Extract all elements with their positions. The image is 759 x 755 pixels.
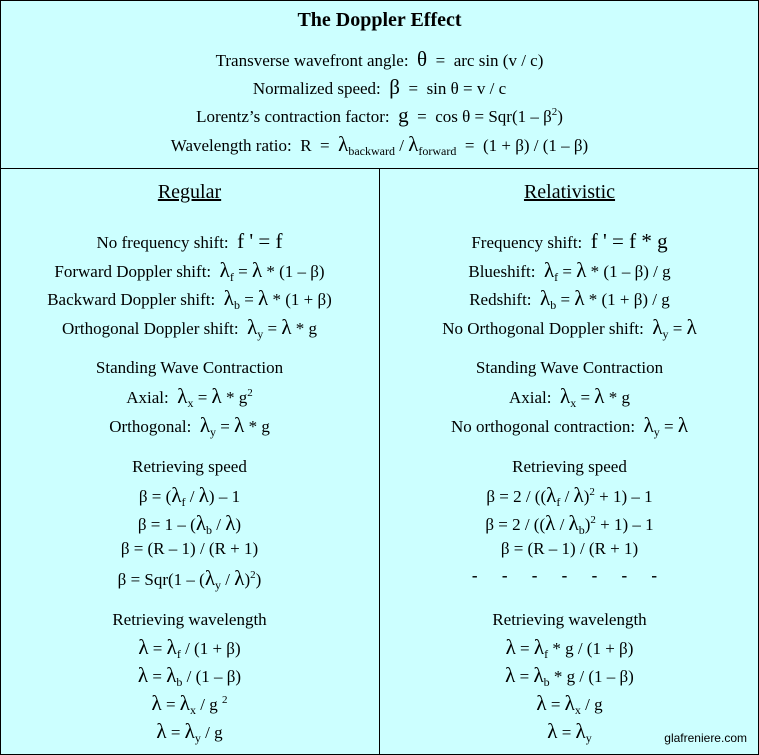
definitions-panel (1, 1, 758, 168)
regular-column (0, 169, 379, 755)
relativistic-no-orthogonal-contraction: No orthogonal contraction: $\lambda_y = \lambda$ (450, 413, 689, 439)
regular-wavelength-eq-1: $\lambda = \lambda_f / (1 + \beta)$ (138, 635, 241, 661)
relativistic-dashes: - - - - - - - (471, 566, 668, 585)
relativistic-column (380, 169, 759, 755)
regular-speed-eq-3: β = (R – 1) / (R + 1) (120, 539, 259, 558)
site-credit: glafreniere.com (664, 731, 747, 745)
regular-forward-shift: Forward Doppler shift: $\lambda_f = \lambda * (1 - \beta)$ (54, 258, 325, 284)
regular-backward-shift: Backward Doppler shift: $\lambda_b = \lambda * (1 + \beta)$ (47, 286, 332, 312)
regular-wavelength-eq-3: $\lambda = \lambda_x / g$ $^2$ (151, 691, 228, 717)
regular-no-shift: No frequency shift: f ' = f (96, 229, 283, 253)
relativistic-speed-eq-2: $\beta = 2 / ((\lambda / \lambda_b)^2 + 1) - 1$ (485, 511, 654, 537)
regular-wavelength-eq-2: $\lambda = \lambda_b / (1 - \beta)$ (137, 663, 242, 689)
relativistic-wavelength-eq-1: $\lambda = \lambda_f * g / (1 + \beta)$ (505, 635, 634, 661)
relativistic-retrieving-wavelength: Retrieving wavelength (492, 610, 647, 629)
relativistic-axial: Axial: $\lambda_x = \lambda * g$ (509, 384, 630, 410)
definition-ratio: Wavelength ratio: $R = \lambda_{backward} / \lambda_{forward} = (1 + \beta) / (1 - \beta)$ (170, 132, 589, 158)
relativistic-wavelength-eq-2: $\lambda = \lambda_b * g / (1 - \beta)$ (505, 663, 634, 689)
definition-lorentz: Lorentz’s contraction factor: $g = \cos \theta = Sqr(1 - \beta^2)$ (196, 103, 563, 127)
relativistic-wavelength-eq-4: $\lambda = \lambda_y$ (547, 719, 592, 745)
page-title: The Doppler Effect (297, 9, 462, 31)
relativistic-frequency-shift: Frequency shift: f ' = f * g (471, 229, 668, 253)
regular-speed-eq-4: $\beta = Sqr(1 - (\lambda_y / \lambda)^2)$ (117, 566, 262, 592)
regular-heading: Regular (157, 181, 222, 203)
regular-wavelength-eq-4: $\lambda = \lambda_y / g$ (156, 719, 223, 745)
definition-speed: Normalized speed: β = sin θ = v / c (252, 75, 507, 99)
regular-orthogonal: Orthogonal: $\lambda_y = \lambda * g$ (109, 413, 270, 439)
relativistic-blueshift: Blueshift: $\lambda_f = \lambda * (1 - \beta) / g$ (468, 258, 671, 284)
definition-angle: Transverse wavefront angle: θ = arc sin (v / c) (215, 47, 544, 71)
regular-standing-title: Standing Wave Contraction (95, 358, 284, 377)
regular-speed-eq-1: $\beta = (\lambda_f / \lambda) - 1$ (138, 483, 241, 509)
relativistic-heading: Relativistic (523, 181, 616, 203)
relativistic-speed-eq-3: β = (R – 1) / (R + 1) (500, 539, 639, 558)
regular-orthogonal-shift: Orthogonal Doppler shift: $\lambda_y = \lambda * g$ (61, 315, 318, 341)
regular-retrieving-speed: Retrieving speed (132, 457, 247, 476)
regular-axial: Axial: $\lambda_x = \lambda * g^2$ (126, 384, 253, 410)
regular-speed-eq-2: $\beta = 1 - (\lambda_b / \lambda)$ (137, 511, 242, 537)
relativistic-retrieving-speed: Retrieving speed (512, 457, 627, 476)
relativistic-no-orthogonal-shift: No Orthogonal Doppler shift: $\lambda_y = \lambda$ (442, 315, 697, 341)
relativistic-wavelength-eq-3: $\lambda = \lambda_x / g$ (536, 691, 603, 717)
regular-retrieving-wavelength: Retrieving wavelength (112, 610, 267, 629)
relativistic-redshift: Redshift: $\lambda_b = \lambda * (1 + \beta) / g$ (469, 286, 670, 312)
relativistic-speed-eq-1: $\beta = 2 / ((\lambda_f / \lambda)^2 + 1) - 1$ (486, 483, 653, 509)
relativistic-standing-title: Standing Wave Contraction (475, 358, 664, 377)
